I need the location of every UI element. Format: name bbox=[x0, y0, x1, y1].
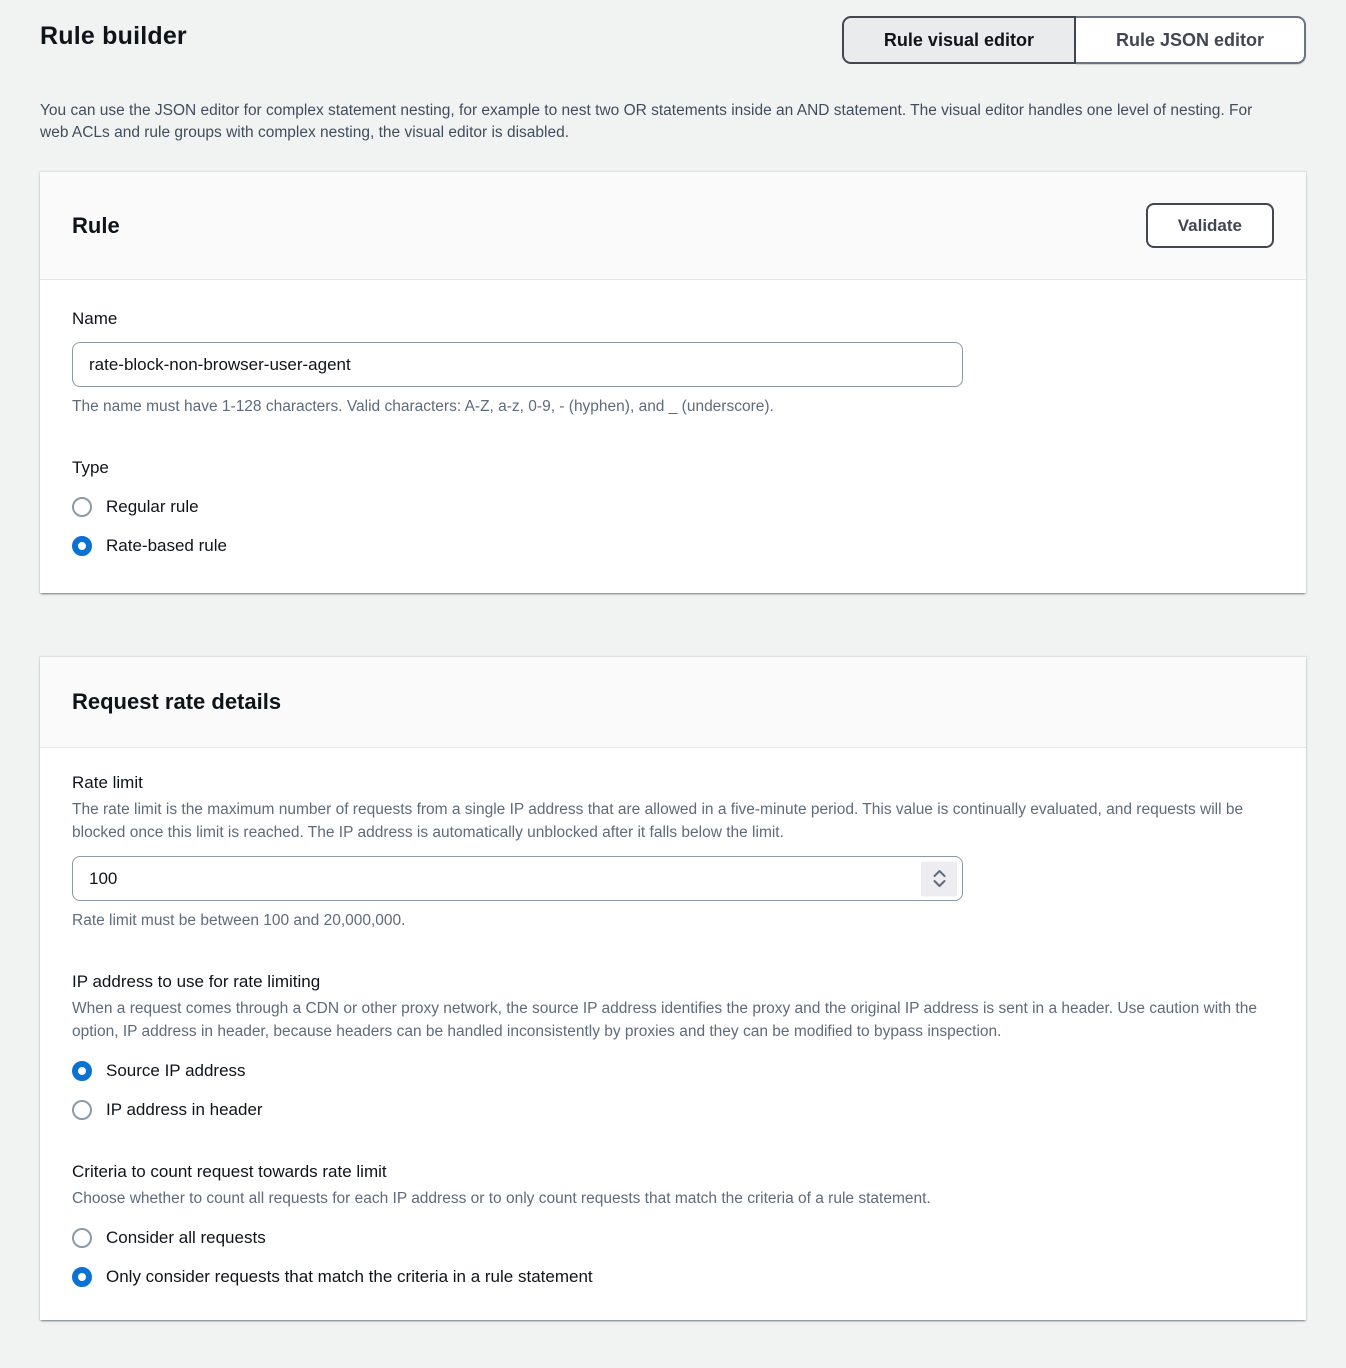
chevron-up-icon bbox=[933, 870, 946, 878]
rule-card-body bbox=[40, 280, 1306, 593]
ip-address-description: When a request comes through a CDN or other proxy network, the source IP address identifies the proxy and the original IP address is sent in a header. Use caution with the option, IP address in header, because headers can be handled inconsistently by proxies and they can be modified to bypass inspection. bbox=[72, 1000, 1257, 1040]
request-rate-details-card bbox=[40, 657, 1306, 1320]
criteria-label: Criteria to count request towards rate limit bbox=[72, 1162, 387, 1181]
radio-label: Rate-based rule bbox=[106, 536, 227, 555]
radio-option-source-ip[interactable] bbox=[72, 1060, 1274, 1082]
request-rate-card-header bbox=[40, 657, 1306, 748]
radio-icon[interactable] bbox=[72, 1061, 92, 1081]
radio-label: IP address in header bbox=[106, 1100, 263, 1119]
rule-card-title: Rule bbox=[72, 212, 120, 238]
radio-icon[interactable] bbox=[72, 1228, 92, 1248]
radio-label: Consider all requests bbox=[106, 1228, 266, 1247]
rate-limit-label: Rate limit bbox=[72, 773, 143, 792]
radio-option-regular-rule[interactable] bbox=[72, 496, 1274, 518]
radio-icon[interactable] bbox=[72, 1267, 92, 1287]
rule-card bbox=[40, 172, 1306, 593]
rate-limit-input[interactable] bbox=[72, 856, 963, 901]
page-title: Rule builder bbox=[40, 22, 187, 50]
rate-limit-description: The rate limit is the maximum number of requests from a single IP address that are allowed in a five-minute period. This value is continually evaluated, and requests will be blocked once this limit is reached. The IP address is automatically unblocked after it falls below the limit. bbox=[72, 801, 1244, 841]
name-constraint-text: The name must have 1-128 characters. Valid characters: A-Z, a-z, 0-9, - (hyphen), and _ (underscore). bbox=[72, 398, 774, 415]
rule-card-header bbox=[40, 172, 1306, 280]
radio-icon[interactable] bbox=[72, 497, 92, 517]
criteria-section bbox=[72, 1161, 1274, 1288]
radio-option-rate-based-rule[interactable] bbox=[72, 535, 1274, 557]
radio-option-ip-in-header[interactable] bbox=[72, 1099, 1274, 1121]
type-label: Type bbox=[72, 458, 109, 477]
chevron-down-icon bbox=[933, 880, 946, 888]
request-rate-card-title: Request rate details bbox=[72, 689, 282, 714]
rule-name-input[interactable] bbox=[72, 342, 963, 387]
rule-visual-editor-button[interactable]: Rule visual editor bbox=[842, 16, 1076, 64]
type-radio-group bbox=[72, 496, 1274, 557]
page-header bbox=[40, 16, 1306, 64]
rate-limit-constraint-text: Rate limit must be between 100 and 20,000,000. bbox=[72, 912, 406, 929]
validate-button[interactable]: Validate bbox=[1146, 203, 1274, 248]
radio-option-consider-all-requests[interactable] bbox=[72, 1227, 1274, 1249]
ip-address-radio-group bbox=[72, 1060, 1274, 1121]
editor-mode-toggle bbox=[842, 16, 1306, 64]
criteria-radio-group bbox=[72, 1227, 1274, 1288]
radio-icon[interactable] bbox=[72, 536, 92, 556]
name-label: Name bbox=[72, 309, 118, 328]
rate-limit-section bbox=[72, 772, 1274, 931]
radio-option-only-matching-requests[interactable] bbox=[72, 1266, 1274, 1288]
request-rate-card-body bbox=[40, 748, 1306, 1320]
ip-address-section bbox=[72, 971, 1274, 1121]
radio-label: Source IP address bbox=[106, 1061, 246, 1080]
criteria-description: Choose whether to count all requests for each IP address or to only count requests that match the criteria of a rule statement. bbox=[72, 1190, 931, 1207]
radio-label: Only consider requests that match the criteria in a rule statement bbox=[106, 1267, 593, 1286]
number-stepper[interactable] bbox=[921, 861, 957, 896]
radio-label: Regular rule bbox=[106, 497, 199, 516]
page-description: You can use the JSON editor for complex statement nesting, for example to nest two OR statements inside an AND statement. The visual editor handles one level of nesting. For web ACLs and rule groups with complex nesting, the visual editor is disabled. bbox=[40, 102, 1253, 141]
radio-icon[interactable] bbox=[72, 1100, 92, 1120]
type-section bbox=[72, 457, 1274, 557]
ip-address-label: IP address to use for rate limiting bbox=[72, 972, 321, 991]
rule-json-editor-button[interactable]: Rule JSON editor bbox=[1076, 16, 1306, 64]
